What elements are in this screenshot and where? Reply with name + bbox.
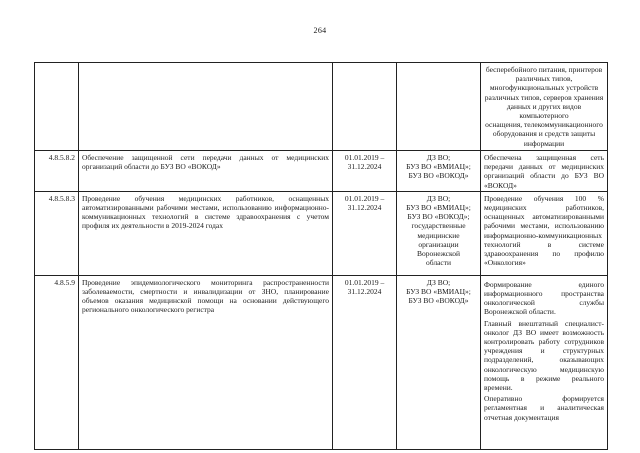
table-row	[35, 191, 608, 275]
executor-line: БУЗ ВО «ВМИАЦ»;	[406, 287, 471, 297]
executor-line: государственные	[411, 221, 466, 231]
cell-task: Обеспечение защищенной сети передачи данных от медицинских организаций области до БУЗ ВО «ВОКОД»	[79, 151, 333, 192]
cell-dates: 01.01.2019 – 31.12.2024	[333, 151, 397, 192]
result-paragraph: Формирование единого информационного пространства онкологической службы Воронежской области.	[484, 279, 604, 317]
cell-task	[79, 63, 333, 151]
cell-task: Проведение обучения медицинских работников, оснащенных автоматизированными рабочими местами, использованию информационно-коммуникационных технологий в системе здравоохранения с учетом профиля их деятельности в 2019-2024 годах	[79, 191, 333, 275]
table-row	[35, 63, 608, 151]
cell-num: 4.8.5.8.3	[35, 191, 79, 275]
cell-result: Обеспечена защищенная сеть передачи данных от медицинских организаций области до БУЗ ВО «ВОКОД»	[481, 151, 608, 192]
executor-line: области	[425, 258, 452, 268]
result-line: бесперебойного питания, принтеров	[485, 65, 603, 74]
executor-line: БУЗ ВО «ВОКОД»;	[407, 212, 470, 222]
cell-result	[481, 275, 608, 449]
result-line: оснащения, телекоммуникационного	[485, 120, 603, 130]
cell-result	[481, 63, 608, 151]
cell-num: 4.8.5.8.2	[35, 151, 79, 192]
cell-result: Проведение обучения 100 % медицинских работников, оснащенных автоматизированными рабочими местами, использованию информационно-коммуникационных технологий в системе здравоохранения по профилю «Онкология»	[481, 191, 608, 275]
table-row	[35, 151, 608, 192]
table-row	[35, 275, 608, 449]
cell-dates	[333, 63, 397, 151]
cell-executor	[397, 191, 481, 275]
cell-num	[35, 63, 79, 151]
executor-line: ДЗ ВО;	[426, 193, 451, 203]
result-line: многофункциональных устройств	[489, 83, 599, 93]
executor-line: организации	[418, 239, 459, 249]
measures-table	[34, 62, 608, 450]
result-paragraph: Главный внештатный специалист-онколог ДЗ ВО имеет возможность контролировать работу сотрудников учреждения и структурных подразделений, оказывающих онкологическую медицинскую помощь в режиме реального времени.	[484, 318, 604, 393]
cell-num: 4.8.5.9	[35, 275, 79, 449]
cell-executor	[397, 63, 481, 151]
cell-executor	[397, 275, 481, 449]
executor-line: ДЗ ВО;	[426, 153, 451, 162]
executor-line: БУЗ ВО «ВМИАЦ»;	[406, 162, 471, 172]
cell-dates: 01.01.2019 – 31.12.2024	[333, 275, 397, 449]
result-line: информации	[523, 138, 565, 148]
result-line: данных и других видов компьютерного	[506, 101, 582, 121]
executor-line: БУЗ ВО «ВМИАЦ»;	[406, 203, 471, 213]
page-number: 264	[313, 26, 327, 35]
cell-dates: 01.01.2019 – 31.12.2024	[333, 191, 397, 275]
cell-task: Проведение эпидемиологического мониторинга распространенности заболеваемости, смертности и инвалидизации от ЗНО, планирование объемов оказания медицинской помощи на основании действующего регионального онкологического регистра	[79, 275, 333, 449]
executor-line: БУЗ ВО «ВОКОД»	[408, 296, 469, 306]
result-paragraph: Оперативно формируется регламентная и аналитическая отчетная документация	[484, 394, 604, 422]
result-line: оборудования и средств защиты	[492, 129, 596, 139]
cell-executor	[397, 151, 481, 192]
executor-line: медицинские	[417, 230, 460, 240]
executor-line: ДЗ ВО;	[426, 277, 451, 287]
executor-line: БУЗ ВО «ВОКОД»	[408, 171, 469, 181]
executor-line: Воронежской	[417, 249, 460, 259]
result-line: различных типов,	[515, 74, 573, 84]
result-line: различных типов, серверов хранения	[484, 92, 604, 102]
